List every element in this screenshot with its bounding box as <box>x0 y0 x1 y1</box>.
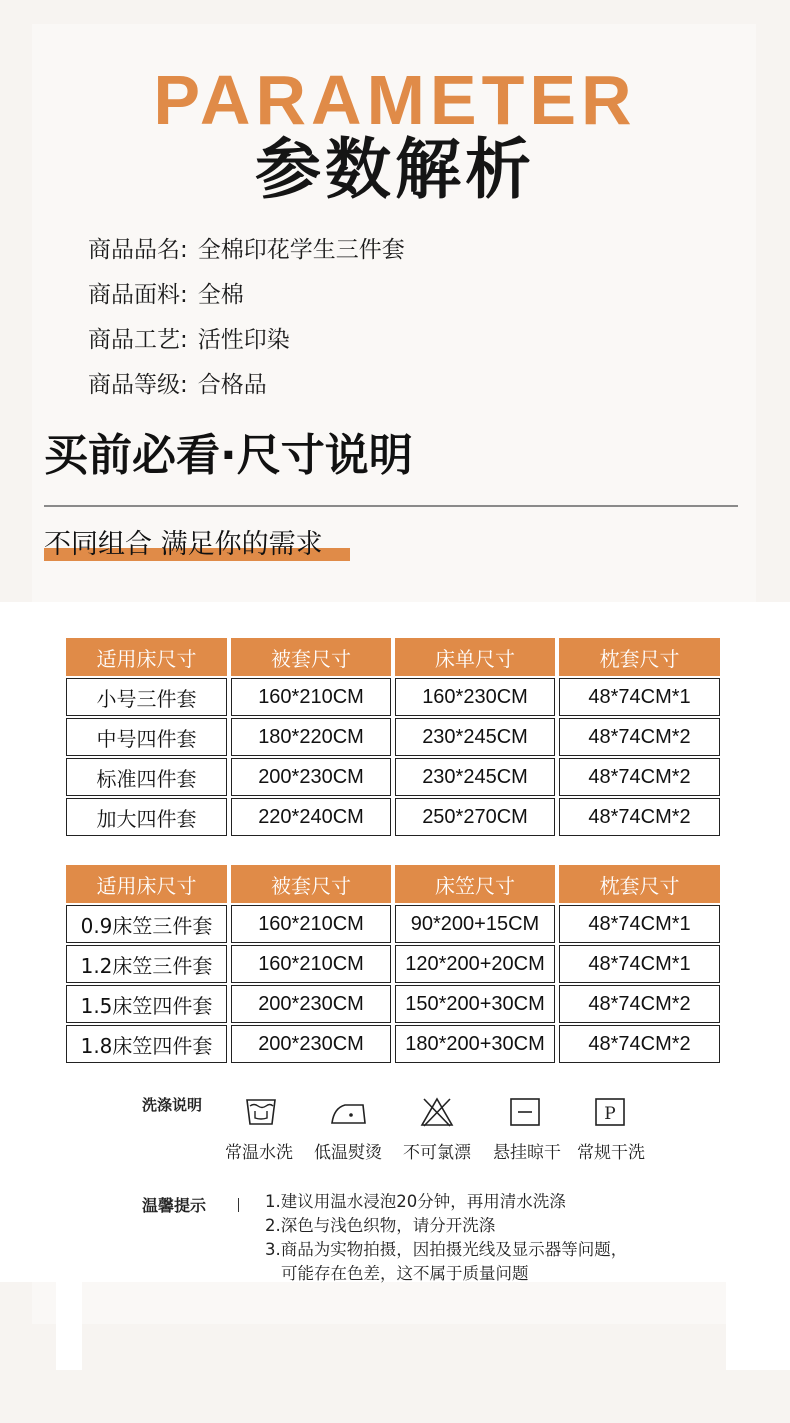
table-cell: 230*245CM <box>395 758 555 796</box>
white-block-bottom-right <box>726 1282 790 1370</box>
wash-item-label: 悬挂晾干 <box>493 1143 561 1163</box>
no-bleach-icon <box>420 1096 454 1128</box>
table-row <box>66 905 720 943</box>
table-cell: 160*210CM <box>231 905 391 943</box>
table-row <box>66 678 720 716</box>
tips-separator <box>238 1198 239 1212</box>
table-cell: 160*210CM <box>231 945 391 983</box>
table-cell: 150*200+30CM <box>395 985 555 1023</box>
param-value: 全棉 <box>197 282 244 308</box>
table-cell: 1.8床笠四件套 <box>66 1025 227 1063</box>
table-cell: 48*74CM*2 <box>559 758 720 796</box>
table-cell: 小号三件套 <box>66 678 227 716</box>
table-cell: 0.9床笠三件套 <box>66 905 227 943</box>
param-value: 活性印染 <box>197 327 290 353</box>
section-divider <box>44 505 738 507</box>
table-cell: 230*245CM <box>395 718 555 756</box>
table-cell: 1.5床笠四件套 <box>66 985 227 1023</box>
size-section-subheading: 不同组合 满足你的需求 <box>44 529 323 560</box>
table-cell: 48*74CM*2 <box>559 985 720 1023</box>
param-row-grade <box>88 370 267 400</box>
table-row <box>66 718 720 756</box>
table-row <box>66 758 720 796</box>
wash-instructions-label: 洗涤说明 <box>142 1096 203 1114</box>
tip-line: 2.深色与浅色织物，请分开洗涤 <box>265 1216 496 1235</box>
table-header-row <box>66 865 720 903</box>
param-label: 商品等级: <box>88 372 188 398</box>
iron-icon <box>329 1096 369 1128</box>
page-title-cn: 参数解析 <box>255 131 535 208</box>
table-cell: 90*200+15CM <box>395 905 555 943</box>
table-row <box>66 985 720 1023</box>
table-cell: 48*74CM*1 <box>559 678 720 716</box>
wash-item-label: 常温水洗 <box>225 1143 293 1163</box>
table-row <box>66 945 720 983</box>
table-header-cell: 适用床尺寸 <box>66 638 227 676</box>
table-cell: 200*230CM <box>231 1025 391 1063</box>
param-value: 合格品 <box>197 372 267 398</box>
param-value: 全棉印花学生三件套 <box>197 237 405 263</box>
table-header-cell: 适用床尺寸 <box>66 865 227 903</box>
size-section-heading: 买前必看·尺寸说明 <box>44 430 413 481</box>
table-cell: 标准四件套 <box>66 758 227 796</box>
table-cell: 160*210CM <box>231 678 391 716</box>
table-header-cell: 被套尺寸 <box>231 865 391 903</box>
hang-dry-icon <box>508 1096 542 1128</box>
dry-clean-icon <box>593 1096 627 1128</box>
table-cell: 180*200+30CM <box>395 1025 555 1063</box>
table-header-cell: 枕套尺寸 <box>559 638 720 676</box>
param-row-fabric <box>88 280 244 310</box>
table-cell: 48*74CM*1 <box>559 945 720 983</box>
table-cell: 160*230CM <box>395 678 555 716</box>
table-cell: 220*240CM <box>231 798 391 836</box>
table-cell: 48*74CM*2 <box>559 1025 720 1063</box>
table-cell: 200*230CM <box>231 985 391 1023</box>
table-header-cell: 被套尺寸 <box>231 638 391 676</box>
wash-item-label: 低温熨烫 <box>314 1143 382 1163</box>
table-cell: 250*270CM <box>395 798 555 836</box>
wash-item-label: 不可氯漂 <box>403 1143 471 1163</box>
tip-line: 3.商品为实物拍摄，因拍摄光线及显示器等问题， <box>265 1240 628 1259</box>
table-header-row <box>66 638 720 676</box>
table-row <box>66 798 720 836</box>
wash-item-label: 常规干洗 <box>577 1143 645 1163</box>
table-cell: 120*200+20CM <box>395 945 555 983</box>
table-cell: 48*74CM*2 <box>559 718 720 756</box>
param-label: 商品面料: <box>88 282 188 308</box>
page-title-en: PARAMETER <box>153 61 637 139</box>
tip-line: 1.建议用温水浸泡20分钟，再用清水洗涤 <box>265 1192 566 1211</box>
table-cell: 加大四件套 <box>66 798 227 836</box>
table-cell: 48*74CM*2 <box>559 798 720 836</box>
wash-tub-icon <box>244 1096 278 1128</box>
table-cell: 中号四件套 <box>66 718 227 756</box>
table-cell: 48*74CM*1 <box>559 905 720 943</box>
param-label: 商品工艺: <box>88 327 188 353</box>
table-header-cell: 床笠尺寸 <box>395 865 555 903</box>
param-label: 商品品名: <box>88 237 188 263</box>
param-row-name <box>88 235 405 265</box>
white-block-bottom-left <box>56 1282 82 1370</box>
dry-clean-glyph: P <box>604 1104 616 1124</box>
table-row <box>66 1025 720 1063</box>
table-cell: 180*220CM <box>231 718 391 756</box>
table-header-cell: 枕套尺寸 <box>559 865 720 903</box>
tips-label: 温馨提示 <box>142 1196 207 1215</box>
table-cell: 1.2床笠三件套 <box>66 945 227 983</box>
tip-line: 可能存在色差，这不属于质量问题 <box>281 1264 529 1283</box>
table-header-cell: 床单尺寸 <box>395 638 555 676</box>
param-row-craft <box>88 325 290 355</box>
table-cell: 200*230CM <box>231 758 391 796</box>
